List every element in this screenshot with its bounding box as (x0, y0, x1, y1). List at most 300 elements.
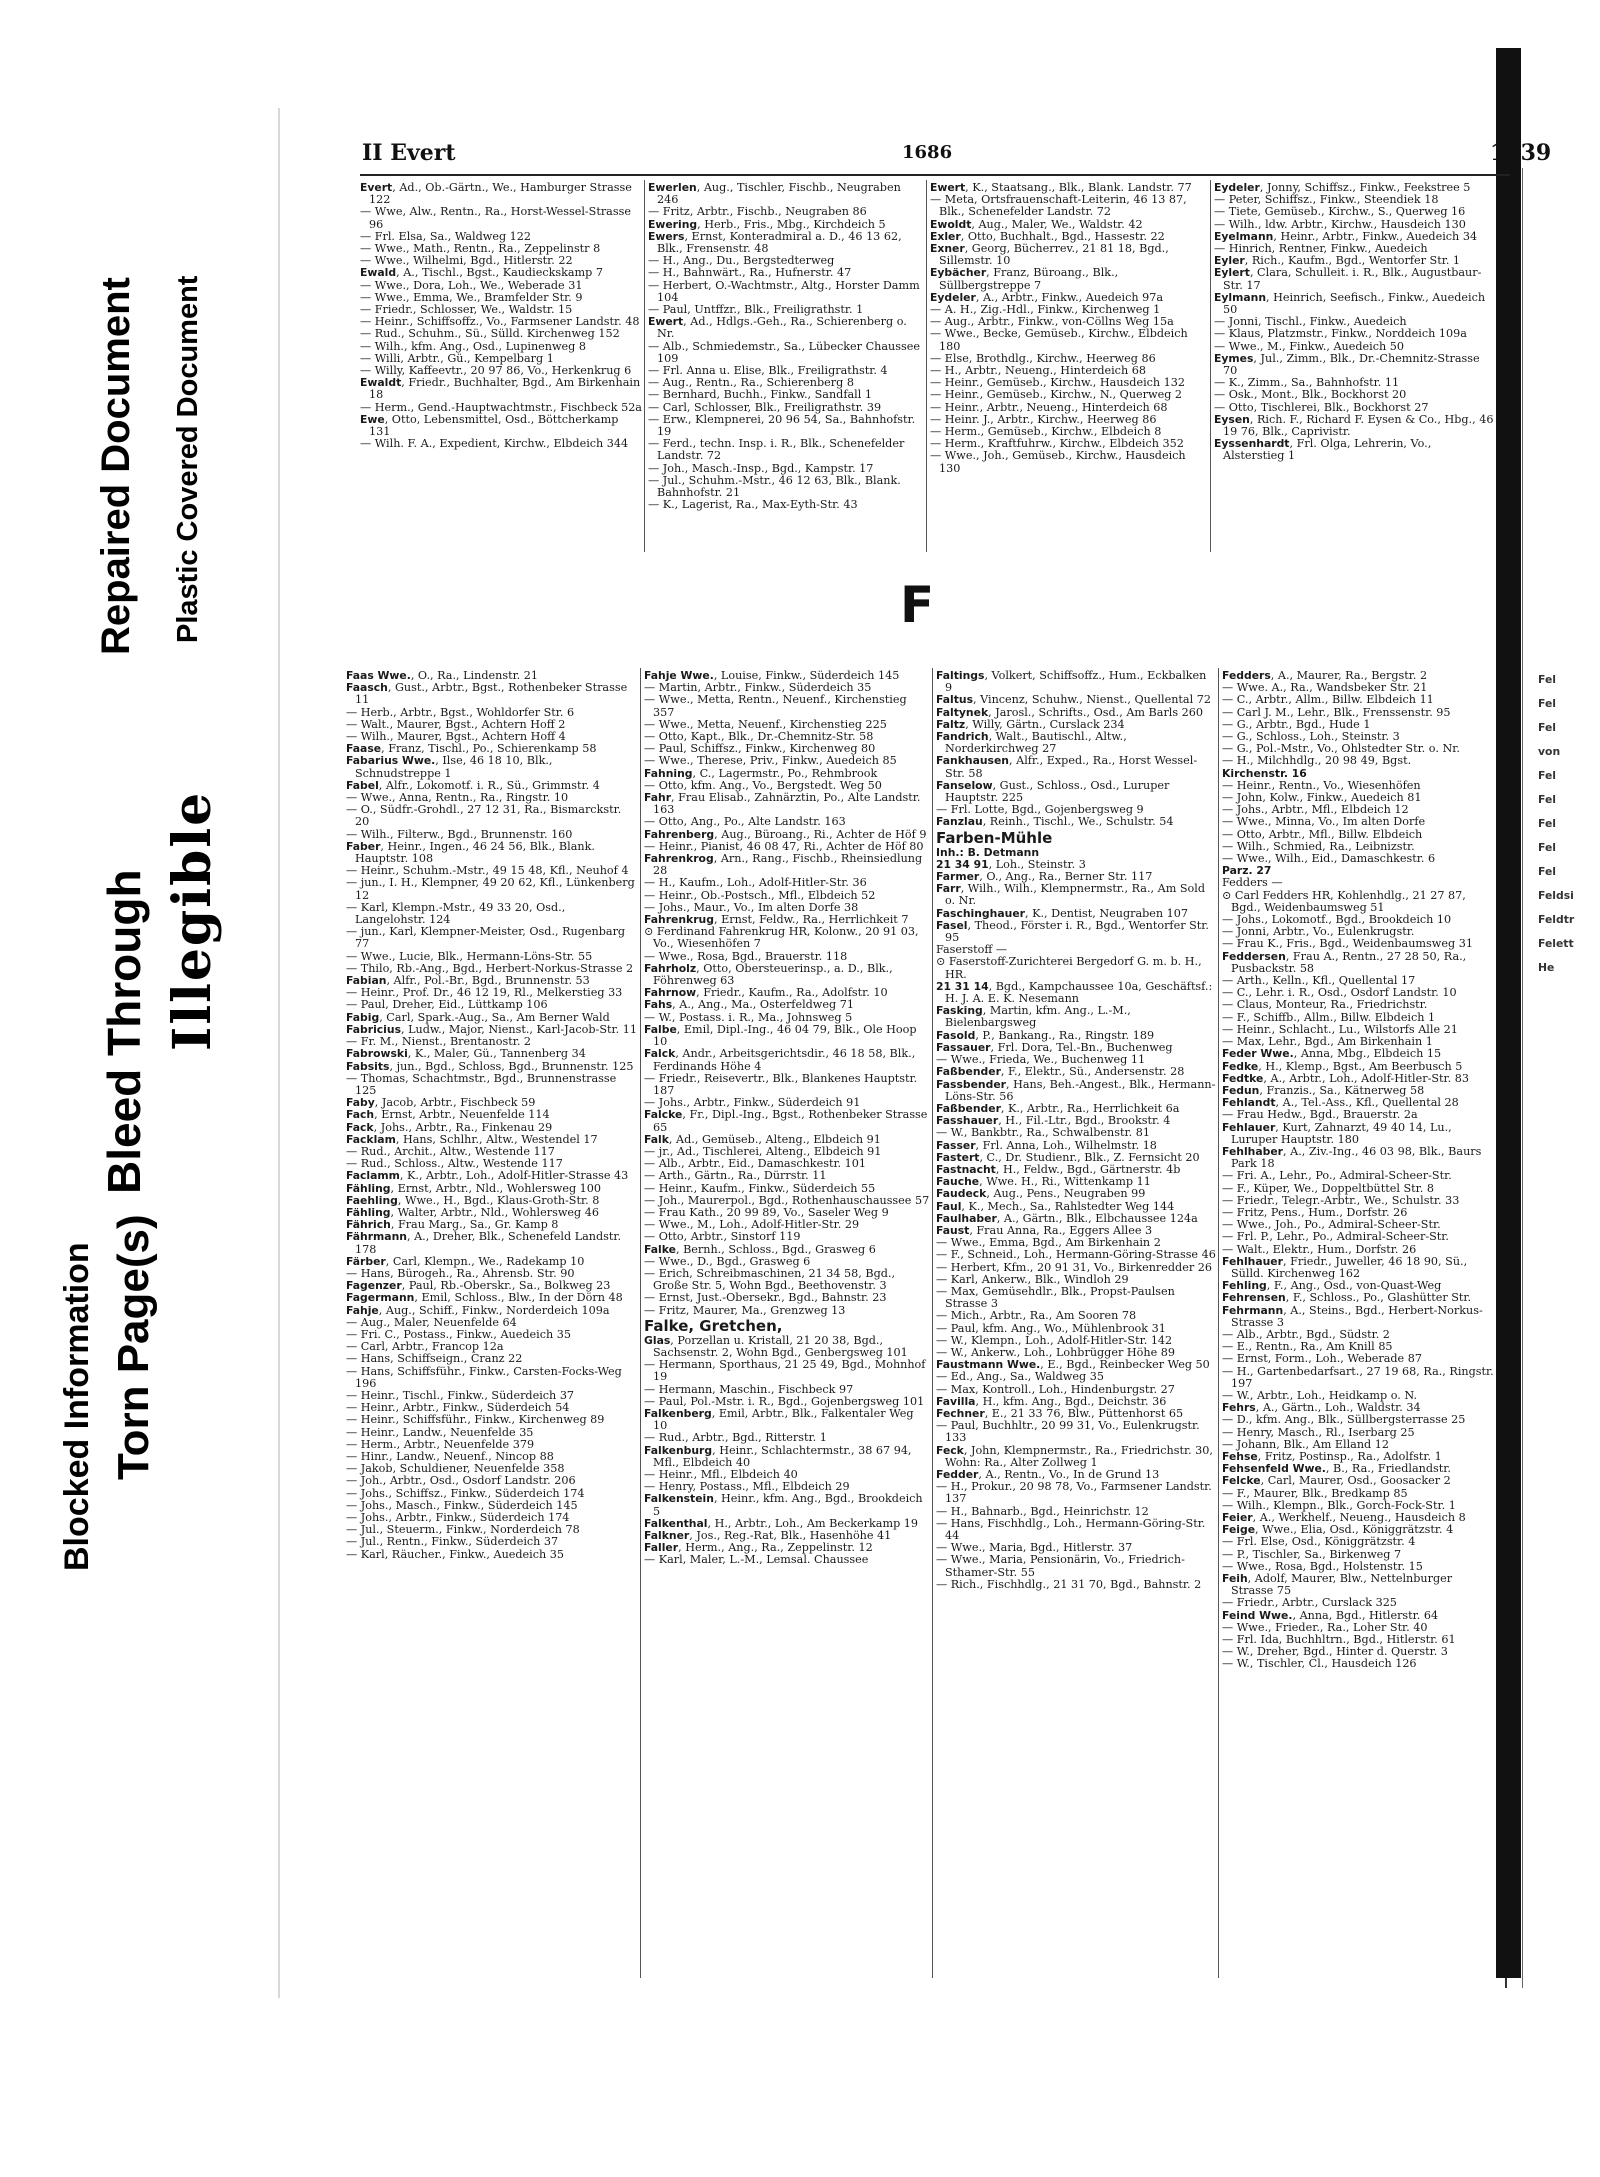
directory-entry: — Frl. Lotte, Bgd., Gojenbergsweg 9 (936, 803, 1144, 817)
directory-entry: Fauche, Wwe. H., Ri., Wittenkamp 11 (936, 1175, 1151, 1189)
page-number: 1686 (902, 142, 953, 163)
directory-entry: — Friedr., Schlosser, We., Waldstr. 15 (360, 303, 573, 317)
directory-entry: Falkenberg, Emil, Arbtr., Blk., Falkentaler Weg 10 (644, 1406, 914, 1433)
directory-entry: — Erw., Klempnerei, 20 96 54, Sa., Bahnhofstr. 19 (648, 412, 916, 439)
directory-entry: — Otto, kfm. Ang., Vo., Bergstedt. Weg 50 (644, 778, 882, 792)
directory-entry: Eysen, Rich. F., Richard F. Eysen & Co., Hbg., 46 19 76, Blk., Caprivistr. (1214, 412, 1494, 439)
directory-entry: Faudeck, Aug., Pens., Neugraben 99 (936, 1187, 1146, 1201)
directory-entry: — Willi, Arbtr., Gü., Kempelbarg 1 (360, 351, 554, 365)
directory-entry: — Fritz, Pens., Hum., Dorfstr. 26 (1222, 1205, 1408, 1219)
directory-entry: Fassauer, Frl. Dora, Tel.-Bn., Buchenweg (936, 1040, 1173, 1054)
directory-entry: Ewoldt, Aug., Maler, We., Waldstr. 42 (930, 217, 1143, 231)
directory-entry: — Herm., Arbtr., Neuenfelde 379 (346, 1437, 535, 1451)
directory-entry: Fahje, Aug., Schiff., Finkw., Norderdeich 109a (346, 1303, 610, 1317)
directory-entries (346, 670, 638, 1561)
column-rule (640, 668, 641, 1978)
directory-entry: — Alb., Schmiedemstr., Sa., Lübecker Chaussee 109 (648, 339, 920, 365)
directory-entry: — Wwe., Lucie, Blk., Hermann-Löns-Str. 55 (346, 949, 593, 963)
directory-entry: Fehling, F., Ang., Osd., von-Quast-Weg (1222, 1279, 1442, 1293)
page-edge-line (1522, 168, 1523, 1988)
directory-entry: Fel (1538, 865, 1556, 878)
directory-entry: Faschinghauer, K., Dentist, Neugraben 107 (936, 906, 1189, 920)
directory-entry: — Hans, Bürogeh., Ra., Ahrensb. Str. 90 (346, 1266, 575, 1280)
label-bleed-through: Bleed Through (98, 869, 150, 1194)
directory-entry: Eyssenhardt, Frl. Olga, Lehrerin, Vo., Alsterstieg 1 (1214, 437, 1432, 463)
directory-entry: — Wilh., Filterw., Bgd., Brunnenstr. 160 (346, 827, 573, 841)
directory-entry: Faltus, Vincenz, Schuhw., Nienst., Quellental 72 (936, 693, 1211, 707)
directory-entry: — Fri. C., Postass., Finkw., Auedeich 35 (346, 1327, 572, 1341)
directory-entry: — Wwe., Frieda, We., Buchenweg 11 (936, 1053, 1146, 1067)
directory-entry: Favilla, H., kfm. Ang., Bgd., Deichstr. 36 (936, 1394, 1167, 1408)
directory-entry: Fedtke, A., Arbtr., Loh., Adolf-Hitler-Str. 83 (1222, 1071, 1470, 1085)
column-rule (1210, 180, 1211, 552)
directory-entry: — Max, Kontroll., Loh., Hindenburgstr. 27 (936, 1382, 1175, 1396)
directory-entry: Feck, John, Klempnermstr., Ra., Friedrichstr. 30, Wohn: Ra., Alter Zollweg 1 (936, 1443, 1213, 1469)
directory-entry: — K., Lagerist, Ra., Max-Eyth-Str. 43 (648, 498, 858, 512)
directory-entry: Falkenburg, Heinr., Schlachtermstr., 38 67 94, Mfl., Elbdeich 40 (644, 1443, 912, 1469)
directory-entry: Falbe, Emil, Dipl.-Ing., 46 04 79, Blk., Ole Hoop 10 (644, 1022, 917, 1049)
directory-entry: — Joh., Maurerpol., Bgd., Rothenhauschaussee 57 (644, 1193, 930, 1207)
directory-entry: — Tiete, Gemüseb., Kirchw., S., Querweg 16 (1214, 205, 1466, 219)
directory-entry: — Heinr., Mfl., Elbdeich 40 (644, 1468, 798, 1481)
section-letter: F (900, 576, 935, 634)
directory-entry: Feih, Adolf, Maurer, Blw., Nettelnburger Strasse 75 (1222, 1572, 1453, 1598)
directory-entry: — H., Kaufm., Loh., Adolf-Hitler-Str. 36 (644, 876, 867, 890)
directory-entry: — Rud., Arbtr., Bgd., Ritterstr. 1 (644, 1431, 827, 1445)
directory-entry: Fasel, Theod., Förster i. R., Bgd., Wentorfer Str. 95 (936, 918, 1209, 945)
directory-entry: — Heinr., Schuhm.-Mstr., 49 15 48, Kfl., Neuhof 4 (346, 864, 629, 878)
directory-entry: — Wwe., Minna, Vo., Im alten Dorfe (1222, 815, 1426, 829)
directory-entry: — Rud., Archit., Altw., Westende 117 (346, 1144, 555, 1158)
directory-entry: — Wilh., Schmied, Ra., Leibnizstr. (1222, 839, 1415, 853)
directory-entry: — Frl. Ida, Buchhltrn., Bgd., Hitlerstr. 61 (1222, 1633, 1456, 1647)
directory-entry: Fagermann, Emil, Schloss., Blw., In der Dörn 48 (346, 1291, 623, 1305)
directory-entry: — Heinr., Landw., Neuenfelde 35 (346, 1425, 534, 1439)
directory-entry: — Wwe., Becke, Gemüseb., Kirchw., Elbdeich 180 (930, 327, 1188, 353)
directory-entry: — W., Arbtr., Loh., Heidkamp o. N. (1222, 1388, 1418, 1402)
directory-entry: Fehlauer, Kurt, Zahnarzt, 49 40 14, Lu., Luruper Hauptstr. 180 (1222, 1120, 1452, 1146)
directory-entry: Fahs, A., Ang., Ma., Osterfeldweg 71 (644, 998, 854, 1012)
directory-entry: Faby, Jacob, Arbtr., Fischbeck 59 (346, 1096, 536, 1110)
directory-entry: Parz. 27 (1222, 864, 1272, 878)
directory-entry: Faßbender, K., Arbtr., Ra., Herrlichkeit 6a (936, 1101, 1180, 1115)
directory-entry: — Wwe., Rosa, Bgd., Holstenstr. 15 (1222, 1559, 1423, 1573)
directory-entry: Eyler, Rich., Kaufm., Bgd., Wentorfer Str. 1 (1214, 254, 1461, 268)
directory-entry: — Johs., Schiffsz., Finkw., Süderdeich 174 (346, 1486, 585, 1500)
bottom-column-1 (346, 670, 638, 1975)
directory-entry: — Karl, Ankerw., Blk., Windloh 29 (936, 1272, 1129, 1286)
directory-entry: Falke, Bernh., Schloss., Bgd., Grasweg 6 (644, 1242, 876, 1256)
directory-entry: Fähling, Walter, Arbtr., Nld., Wohlersweg 46 (346, 1205, 599, 1219)
directory-entry: Fel (1538, 769, 1556, 782)
directory-entry: Fagenzer, Paul, Rb.-Oberskr., Sa., Bolkweg 23 (346, 1279, 611, 1293)
directory-entry: Fel (1538, 697, 1556, 710)
directory-entries (1222, 670, 1494, 1671)
directory-entry: — Paul, Buchhltr., 20 99 31, Vo., Eulenkrugstr. 133 (936, 1419, 1200, 1445)
directory-entry: — K., Zimm., Sa., Bahnhofstr. 11 (1214, 376, 1400, 390)
directory-entry: — Otto, Kapt., Blk., Dr.-Chemnitz-Str. 58 (644, 730, 874, 744)
directory-entry: — Heinr., Arbtr., Finkw., Süderdeich 54 (346, 1401, 570, 1415)
directory-entry: — Karl, Maler, L.-M., Lemsal. Chaussee (644, 1553, 869, 1567)
directory-entry: — W., Ankerw., Loh., Lohbrügger Höhe 89 (936, 1345, 1175, 1359)
directory-entry: Fahrholz, Otto, Obersteuerinsp., a. D., Blk., Föhrenweg 63 (644, 961, 893, 988)
directory-entry: Fehlhauer, Friedr., Juweller, 46 18 90, Sü., Sülld. Kirchenweg 162 (1222, 1254, 1468, 1280)
directory-entry: — Aug., Maler, Neuenfelde 64 (346, 1315, 517, 1329)
directory-entry: — Wwe., Maria, Bgd., Hitlerstr. 37 (936, 1541, 1133, 1555)
directory-entry: Faase, Franz, Tischl., Po., Schierenkamp 58 (346, 742, 597, 756)
directory-entry: — H., Bahnarb., Bgd., Heinrichstr. 12 (936, 1504, 1149, 1518)
directory-entry: Faltz, Willy, Gärtn., Curslack 234 (936, 717, 1125, 731)
directory-entry: — Erich, Schreibmaschinen, 21 34 58, Bgd., Große Str. 5, Wohn Bgd., Beethovenstr. 3 (644, 1266, 896, 1293)
directory-entry: — Johann, Blk., Am Elland 12 (1222, 1437, 1390, 1451)
directory-entry: — Peter, Schiffsz., Finkw., Steendiek 18 (1214, 193, 1439, 207)
directory-entry: — Wilh., ldw. Arbtr., Kirchw., Hausdeich 130 (1214, 217, 1466, 231)
directory-entry: — Fr. M., Nienst., Brentanostr. 2 (346, 1035, 532, 1049)
directory-entry: — Martin, Arbtr., Finkw., Süderdeich 35 (644, 681, 872, 695)
directory-entry: Fahrenkrog, Arn., Rang., Fischb., Rheinsiedlung 28 (644, 852, 923, 878)
directory-entry: Faul, K., Mech., Sa., Rahlstedter Weg 144 (936, 1199, 1175, 1213)
directory-entry: Ewers, Ernst, Konteradmiral a. D., 46 13 62, Blk., Frensenstr. 48 (648, 229, 902, 256)
directory-entry: — Fritz, Arbtr., Fischb., Neugraben 86 (648, 205, 867, 219)
directory-entry: — W., Tischler, Cl., Hausdeich 126 (1222, 1657, 1417, 1671)
directory-entry: Faserstoff — (936, 943, 1008, 957)
directory-entry: Felcke, Carl, Maurer, Osd., Goosacker 2 (1222, 1474, 1451, 1488)
directory-entry: — Wwe. A., Ra., Wandsbeker Str. 21 (1222, 681, 1428, 695)
directory-entry: — Otto, Arbtr., Mfl., Billw. Elbdeich (1222, 827, 1423, 841)
directory-entry: Fechner, E., 21 33 76, Blw., Püttenhorst 65 (936, 1406, 1184, 1420)
directory-entry: Eylert, Clara, Schulleit. i. R., Blk., Augustbaur-Str. 17 (1214, 266, 1482, 292)
directory-entry: Faller, Herm., Ang., Ra., Zeppelinstr. 12 (644, 1541, 873, 1555)
directory-entry: — Klaus, Platzmstr., Finkw., Norddeich 109a (1214, 327, 1467, 341)
directory-entry: — Heinr., Gemüseb., Kirchw., N., Querweg 2 (930, 388, 1183, 402)
directory-entry: — Johs., Lokomotf., Bgd., Brookdeich 10 (1222, 913, 1452, 927)
directory-entry: Faasch, Gust., Arbtr., Bgst., Rothenbeker Strasse 11 (346, 681, 628, 707)
directory-entry: — Wwe., Dora, Loh., We., Weberade 31 (360, 278, 583, 292)
label-repaired-document: Repaired Document (94, 277, 138, 655)
directory-entry: — Heinr., Pianist, 46 08 47, Ri., Achter de Höf 80 (644, 839, 924, 853)
directory-entry: — H., Milchhdlg., 20 98 49, Bgst. (1222, 754, 1412, 768)
directory-entries (648, 182, 924, 511)
column-rule (932, 668, 933, 1978)
directory-entry: — H., Bahnwärt., Ra., Hufnerstr. 47 (648, 266, 852, 280)
directory-entry: Fasold, P., Bankang., Ra., Ringstr. 189 (936, 1028, 1155, 1042)
directory-entry: Eylmann, Heinrich, Seefisch., Finkw., Auedeich 50 (1214, 290, 1486, 317)
directory-entry: — Willy, Kaffeevtr., 20 97 86, Vo., Herkenkrug 6 (360, 364, 632, 378)
directory-entry: — H., Ang., Du., Bergstedterweg (648, 254, 835, 268)
directory-entry: — Wwe., Metta, Neuenf., Kirchenstieg 225 (644, 717, 887, 731)
directory-entry: Fel (1538, 793, 1556, 806)
directory-entry: Ewert, Ad., Hdlgs.-Geh., Ra., Schierenberg o. Nr. (648, 315, 907, 341)
directory-entry: — Thilo, Rb.-Ang., Bgd., Herbert-Norkus-Strasse 2 (346, 961, 634, 975)
adjacent-page-fragments (1538, 668, 1578, 1968)
page-header (362, 140, 1600, 170)
directory-entry: — Karl, Räucher., Finkw., Auedeich 35 (346, 1547, 565, 1561)
directory-entry: — Wwe., Math., Rentn., Ra., Zeppelinstr 8 (360, 242, 601, 256)
directory-entry: Fahrenkrug, Ernst, Feldw., Ra., Herrlichkeit 7 (644, 913, 909, 927)
directory-entry: Farmer, O., Ang., Ra., Berner Str. 117 (936, 870, 1153, 884)
directory-entry: — Max, Lehr., Bgd., Am Birkenhain 1 (1222, 1035, 1433, 1049)
directory-entry: Faclamm, K., Arbtr., Loh., Adolf-Hitler-Strasse 43 (346, 1169, 629, 1183)
directory-entry: — F., Küper, We., Doppeltbüttel Str. 8 (1222, 1181, 1434, 1195)
directory-entry: — Fri. A., Lehr., Po., Admiral-Scheer-Str. (1222, 1169, 1452, 1183)
directory-entry: — Hans, Schiffseign., Cranz 22 (346, 1352, 523, 1366)
directory-entry: — Johs., Arbtr., Finkw., Süderdeich 174 (346, 1511, 570, 1525)
directory-entry: — Carl, Arbtr., Francop 12a (346, 1340, 504, 1354)
directory-entry: Farben-Mühle (936, 828, 1053, 847)
directory-entry: — Max, Gemüsehdlr., Blk., Propst-Paulsen Strasse 3 (936, 1284, 1175, 1311)
directory-entry: Fahning, C., Lagermstr., Po., Rehmbrook (644, 766, 878, 780)
directory-entry: — Jul., Steuerm., Finkw., Norderdeich 78 (346, 1523, 580, 1537)
directory-entry: — P., Tischler, Sa., Birkenweg 7 (1222, 1547, 1402, 1561)
directory-entry: Ewaldt, Friedr., Buchhalter, Bgd., Am Birkenhain 18 (360, 376, 641, 402)
label-plastic-covered-document: Plastic Covered Document (172, 275, 204, 643)
directory-entry: — Wilh. F. A., Expedient, Kirchw., Elbdeich 344 (360, 437, 629, 451)
directory-entry: 21 34 91, Loh., Steinstr. 3 (936, 857, 1086, 871)
directory-entry: Faltings, Volkert, Schiffsoffz., Hum., Eckbalken 9 (936, 670, 1207, 695)
directory-entry: — Alb., Arbtr., Bgd., Südstr. 2 (1222, 1327, 1390, 1341)
directory-entry: Faust, Frau Anna, Ra., Eggers Allee 3 (936, 1223, 1153, 1237)
directory-entry: Fehlandt, A., Tel.-Ass., Kfl., Quellental 28 (1222, 1096, 1459, 1110)
directory-entry: — Mich., Arbtr., Ra., Am Sooren 78 (936, 1309, 1137, 1323)
directory-entry: — Heinr. J., Arbtr., Kirchw., Heerweg 86 (930, 412, 1157, 426)
directory-entry: He (1538, 961, 1555, 974)
directory-entry: Facklam, Hans, Schlhr., Altw., Westendel 17 (346, 1132, 598, 1146)
directory-entry: — Aug., Arbtr., Finkw., von-Cöllns Weg 15a (930, 315, 1174, 329)
directory-entry: — W., Dreher, Bgd., Hinter d. Querstr. 3 (1222, 1645, 1448, 1659)
bottom-column-2 (644, 670, 930, 1975)
directory-entry: — Jakob, Schuldiener, Neuenfelde 358 (346, 1462, 565, 1476)
directory-entry: Fehrensen, F., Schloss., Po., Glashütter Str. (1222, 1291, 1472, 1305)
directory-entry: — C., Lehr. i. R., Osd., Osdorf Landstr. 10 (1222, 986, 1457, 1000)
directory-entry: — Osk., Mont., Blk., Bockhorst 20 (1214, 388, 1407, 402)
directory-entry: — Wwe., Joh., Po., Admiral-Scheer-Str. (1222, 1218, 1441, 1232)
directory-entry: — Wilh., kfm. Ang., Osd., Lupinenweg 8 (360, 339, 587, 353)
directory-entry: — Thomas, Schachtmstr., Bgd., Brunnenstrasse 125 (346, 1071, 617, 1097)
directory-entry: Färber, Carl, Klempn., We., Radekamp 10 (346, 1254, 585, 1268)
header-year: 1939 (1490, 140, 1552, 166)
directory-entry: — Wwe., Rosa, Bgd., Brauerstr. 118 (644, 949, 848, 963)
directory-entry: — E., Rentn., Ra., Am Knill 85 (1222, 1340, 1393, 1354)
directory-entry: Fabarius Wwe., Ilse, 46 18 10, Blk., Schnudstreppe 1 (346, 754, 553, 780)
directory-entry: — Heinr., Schlacht., Lu., Wilstorfs Alle 21 (1222, 1022, 1458, 1036)
directory-entry: Fach, Ernst, Arbtr., Neuenfelde 114 (346, 1108, 550, 1122)
directory-entry: — jr., Ad., Tischlerei, Alteng., Elbdeich 91 (644, 1144, 882, 1158)
directory-entry: — Heinr., Tischl., Finkw., Süderdeich 37 (346, 1388, 575, 1402)
directory-entry: Falkner, Jos., Reg.-Rat, Blk., Hasenhöhe 41 (644, 1529, 892, 1543)
fragment-entries (1538, 668, 1578, 980)
directory-entry: — Karl, Klempn.-Mstr., 49 33 20, Osd., Langelohstr. 124 (346, 900, 566, 927)
directory-entry: Falcke, Fr., Dipl.-Ing., Bgst., Rothenbeker Strasse 65 (644, 1108, 928, 1134)
directory-entry: — Wilh., Klempn., Blk., Gorch-Fock-Str. 1 (1222, 1498, 1456, 1512)
directory-entry: Faltynek, Jarosl., Schrifts., Osd., Am Barls 260 (936, 705, 1204, 719)
directory-entry: Faßbender, F., Elektr., Sü., Andersenstr. 28 (936, 1065, 1185, 1079)
directory-entry: Ewering, Herb., Fris., Mbg., Kirchdeich 5 (648, 217, 886, 231)
directory-entry: Glas, Porzellan u. Kristall, 21 20 38, Bgd., Sachsenstr. 2, Wohn Bgd., Genbergsweg 101 (644, 1333, 908, 1359)
top-column-1 (360, 182, 642, 552)
directory-entry: Farr, Wilh., Wilh., Klempnermstr., Ra., Am Sold o. Nr. (936, 882, 1205, 908)
directory-entry: — Jonni, Tischl., Finkw., Auedeich (1214, 315, 1407, 329)
directory-entry: Ewerlen, Aug., Tischler, Fischb., Neugraben 246 (648, 182, 901, 207)
directory-entry: Fahrnow, Friedr., Kaufm., Ra., Adolfstr. 10 (644, 986, 888, 1000)
directory-entry: — Heinr., Arbtr., Neueng., Hinterdeich 68 (930, 400, 1168, 414)
directory-entry: — Otto, Arbtr., Sinstorf 119 (644, 1230, 801, 1244)
label-torn-pages: Torn Page(s) (109, 1214, 158, 1480)
directory-entry: Fankhausen, Alfr., Exped., Ra., Horst Wessel-Str. 58 (936, 754, 1198, 780)
directory-entry: — Johs., Arbtr., Finkw., Süderdeich 91 (644, 1096, 861, 1110)
directory-entry: Exler, Otto, Buchhalt., Bgd., Hassestr. 22 (930, 229, 1165, 243)
directory-entry: — Jul., Rentn., Finkw., Süderdeich 37 (346, 1535, 559, 1549)
label-blocked-information: Blocked Information (58, 1242, 96, 1571)
directory-entry: Fasking, Martin, kfm. Ang., L.-M., Bielenbargsweg (936, 1004, 1131, 1030)
directory-entry: Fahje Wwe., Louise, Finkw., Süderdeich 145 (644, 670, 900, 682)
directory-entry: — Ferd., techn. Insp. i. R., Blk., Schenefelder Landstr. 72 (648, 437, 905, 463)
directory-entry: Fel (1538, 841, 1556, 854)
directory-entry: — O., Südfr.-Grohdl., 27 12 31, Ra., Bismarckstr. 20 (346, 803, 622, 829)
directory-entry: Fel (1538, 721, 1556, 734)
directory-entry: — Carl J. M., Lehr., Blk., Frenssenstr. 95 (1222, 705, 1451, 719)
directory-entry: Feind Wwe., Anna, Bgd., Hitlerstr. 64 (1222, 1608, 1439, 1622)
directory-entries (930, 182, 1208, 475)
directory-entry: — Herb., Arbtr., Bgst., Wohldorfer Str. 6 (346, 705, 575, 719)
directory-entry: Fehrs, A., Gärtn., Loh., Waldstr. 34 (1222, 1401, 1421, 1415)
directory-entry: Fanselow, Gust., Schloss., Osd., Luruper Hauptstr. 225 (936, 778, 1170, 805)
directory-entry: Fabricius, Ludw., Major, Nienst., Karl-Jacob-Str. 11 (346, 1022, 637, 1036)
directory-entry: Evert, Ad., Ob.-Gärtn., We., Hamburger Strasse 122 (360, 182, 632, 207)
directory-entry: — Ernst, Form., Loh., Weberade 87 (1222, 1352, 1422, 1366)
directory-entry: Fedun, Franzis., Sa., Kätnerweg 58 (1222, 1083, 1425, 1097)
directory-entry: Feddersen, Frau A., Rentn., 27 28 50, Ra., Pusbackstr. 58 (1222, 949, 1467, 975)
directory-entry: — D., kfm. Ang., Blk., Süllbergsterrasse 25 (1222, 1413, 1466, 1427)
bottom-column-3 (936, 670, 1216, 1975)
directory-entry: — Wwe., Anna, Rentn., Ra., Ringstr. 10 (346, 791, 569, 805)
directory-entry: Fehse, Fritz, Postinsp., Ra., Adolfstr. 1 (1222, 1450, 1442, 1463)
directory-entry: — Rich., Fischhdlg., 21 31 70, Bgd., Bahnstr. 2 (936, 1577, 1202, 1591)
directory-entry: — Friedr., Telegr.-Arbtr., We., Schulstr. 33 (1222, 1193, 1460, 1207)
directory-entry: — Heinr., Prof. Dr., 46 12 19, Rl., Melkerstieg 33 (346, 986, 623, 1000)
directory-entry: — Frl. Anna u. Elise, Blk., Freiligrathstr. 4 (648, 364, 888, 378)
bottom-column-4 (1222, 670, 1494, 1975)
directory-entry: Fehrmann, A., Steins., Bgd., Herbert-Norkus-Strasse 3 (1222, 1303, 1483, 1329)
directory-entry: — Frl. P., Lehr., Po., Admiral-Scheer-Str. (1222, 1230, 1449, 1244)
directory-entry: Faustmann Wwe., E., Bgd., Reinbecker Weg 50 (936, 1358, 1210, 1372)
directory-entry: Falkenstein, Heinr., kfm. Ang., Bgd., Brookdeich 5 (644, 1492, 923, 1518)
top-column-3 (930, 182, 1208, 552)
directory-entry: — jun., I. H., Klempner, 49 20 62, Kfl., Lünkenberg 12 (346, 876, 635, 902)
directory-entry: — Wwe., M., Finkw., Auedeich 50 (1214, 339, 1405, 353)
directory-entry: — Wwe., Emma, We., Bramfelder Str. 9 (360, 290, 583, 304)
directory-entry: — Jonni, Arbtr., Vo., Eulenkrugstr. (1222, 925, 1415, 939)
directory-entry: Eymes, Jul., Zimm., Blk., Dr.-Chemnitz-Strasse 70 (1214, 351, 1480, 378)
directory-entry: — W., Postass. i. R., Ma., Johnsweg 5 (644, 1010, 853, 1024)
directory-entry: — Walt., Maurer, Bgst., Achtern Hoff 2 (346, 717, 566, 731)
directory-entry: — Arth., Gärtn., Ra., Dürrstr. 11 (644, 1169, 827, 1183)
directory-entry: — Meta, Ortsfrauenschaft-Leiterin, 46 13 87, Blk., Schenefelder Landstr. 72 (930, 193, 1187, 219)
directory-entry: Fabig, Carl, Spark.-Aug., Sa., Am Berner Wald (346, 1010, 610, 1024)
directory-entry: — F., Schiffb., Allm., Billw. Elbdeich 1 (1222, 1010, 1436, 1024)
binding-strip (1496, 48, 1521, 1978)
directory-entry: Fedke, H., Klemp., Bgst., Am Beerbusch 5 (1222, 1059, 1463, 1073)
directory-entry: — Herm., Gend.-Hauptwachtmstr., Fischbeck 52a (360, 400, 642, 414)
directory-entry: — Alb., Arbtr., Eid., Damaschkestr. 101 (644, 1157, 867, 1171)
directory-entries (1214, 182, 1494, 463)
directory-entry: — Wwe., Frieder., Ra., Loher Str. 40 (1222, 1620, 1428, 1634)
directory-entry: Fehsenfeld Wwe., B., Ra., Friedlandstr. (1222, 1462, 1451, 1476)
directory-entry: Falk, Ad., Gemüseb., Alteng., Elbdeich 91 (644, 1132, 881, 1146)
directory-entry: Eydeler, A., Arbtr., Finkw., Auedeich 97a (930, 290, 1163, 304)
directory-entry: — Paul, kfm. Ang., Wo., Mühlenbrook 31 (936, 1321, 1166, 1335)
directory-entry: Fähling, Ernst, Arbtr., Nld., Wohlersweg 100 (346, 1181, 602, 1195)
directory-entry: — Wilh., Maurer, Bgst., Achtern Hoff 4 (346, 730, 566, 744)
directory-entry: — W., Klempn., Loh., Adolf-Hitler-Str. 142 (936, 1333, 1173, 1347)
directory-entry: Ewert, K., Staatsang., Blk., Blank. Landstr. 77 (930, 182, 1192, 194)
directory-entry: — Johs., Masch., Finkw., Süderdeich 145 (346, 1498, 578, 1512)
directory-entry: Fasser, Frl. Anna, Loh., Wilhelmstr. 18 (936, 1138, 1157, 1152)
directory-entry: — Herbert, O.-Wachtmstr., Altg., Horster Damm 104 (648, 278, 920, 304)
directory-entry: ⊙ Carl Fedders HR, Kohlenhdlg., 21 27 87, Bgd., Weidenbaumsweg 51 (1222, 888, 1466, 914)
directory-entry: — Wwe., Metta, Rentn., Neuenf., Kirchenstieg 357 (644, 693, 907, 719)
directory-entry: Fanzlau, Reinh., Tischl., We., Schulstr. 54 (936, 815, 1174, 829)
directory-entry: Felett (1538, 937, 1574, 950)
directory-entry: — Wwe., Maria, Pensionärin, Vo., Friedrich-Sthamer-Str. 55 (936, 1553, 1185, 1579)
directory-entry: — Wwe., D., Bgd., Grasweg 6 (644, 1254, 811, 1268)
directory-entry: — Hans, Fischhdlg., Loh., Hermann-Göring-Str. 44 (936, 1516, 1206, 1543)
directory-entry: — Wwe., M., Loh., Adolf-Hitler-Str. 29 (644, 1218, 860, 1232)
column-rule (1218, 668, 1219, 1978)
top-column-4 (1214, 182, 1494, 552)
directory-entry: — Friedr., Arbtr., Curslack 325 (1222, 1596, 1397, 1610)
header-left: II Evert (362, 140, 456, 166)
directory-entry: Falke, Gretchen, (644, 1316, 783, 1335)
directory-entry: — Heinr., Schiffsführ., Finkw., Kirchenweg 89 (346, 1413, 605, 1427)
directory-entry: Falck, Andr., Arbeitsgerichtsdir., 46 18 58, Blk., Ferdinands Höhe 4 (644, 1047, 916, 1073)
directory-entry: — Otto, Ang., Po., Alte Landstr. 163 (644, 815, 846, 829)
directory-entry: — Wwe., Therese, Priv., Finkw., Auedeich 85 (644, 754, 897, 768)
top-column-2 (648, 182, 924, 552)
directory-entry: — Heinr., Rentn., Vo., Wiesenhöfen (1222, 778, 1421, 792)
directory-entry: Fassbender, Hans, Beh.-Angest., Blk., Hermann-Löns-Str. 56 (936, 1077, 1216, 1103)
directory-entry: — Frau Kath., 20 99 89, Vo., Saseler Weg 9 (644, 1205, 889, 1219)
directory-entry: Feldsi (1538, 889, 1574, 902)
directory-entry: Exner, Georg, Bücherrev., 21 81 18, Bgd., Sillemstr. 10 (930, 242, 1169, 268)
directory-entry: — Herm., Gemüseb., Kirchw., Elbdeich 8 (930, 425, 1162, 439)
directory-entry: 21 31 14, Bgd., Kampchaussee 10a, Geschäftsf.: H. J. A. E. K. Nesemann (936, 979, 1213, 1006)
directory-entry: ⊙ Faserstoff-Zurichterei Bergedorf G. m. b. H., HR. (936, 955, 1202, 981)
directory-entry: — A. H., Zig.-Hdl., Finkw., Kirchenweg 1 (930, 303, 1161, 317)
directory-entries (936, 670, 1216, 1591)
directory-entry: — W., Bankbtr., Ra., Schwalbenstr. 81 (936, 1126, 1150, 1140)
directory-entries (644, 670, 930, 1567)
directory-entry: — Frl. Elsa, Sa., Waldweg 122 (360, 229, 532, 243)
directory-entry: Feldtr (1538, 913, 1575, 926)
directory-entry: — Joh., Arbtr., Osd., Osdorf Landstr. 206 (346, 1474, 576, 1488)
label-illegible: Illegible (162, 790, 223, 1051)
column-rule (644, 180, 645, 552)
directory-entry: — Hermann, Maschin., Fischbeck 97 (644, 1382, 854, 1396)
directory-entry: — G., Pol.-Mstr., Vo., Ohlstedter Str. o. Nr. (1222, 742, 1460, 756)
directory-entry: — Wwe., Emma, Bgd., Am Birkenhain 2 (936, 1236, 1161, 1250)
column-rule (926, 180, 927, 552)
directory-entry: — Frau Hedw., Bgd., Brauerstr. 2a (1222, 1108, 1418, 1122)
directory-entry: — Jul., Schuhm.-Mstr., 46 12 63, Blk., Blank. Bahnhofstr. 21 (648, 473, 901, 500)
directory-entry: Fandrich, Walt., Bautischl., Altw., Norderkirchweg 27 (936, 730, 1127, 756)
directory-entry: von (1538, 745, 1561, 758)
directory-entry: — Henry, Postass., Mfl., Elbdeich 29 (644, 1480, 850, 1494)
directory-entry: Feder Wwe., Anna, Mbg., Elbdeich 15 (1222, 1047, 1442, 1061)
directory-entry: ⊙ Ferdinand Fahrenkrug HR, Kolonw., 20 91 03, Vo., Wiesenhöfen 7 (644, 925, 919, 951)
directory-entry: Inh.: B. Detmann (936, 845, 1040, 859)
directory-entry: — Johs., Arbtr., Mfl., Elbdeich 12 (1222, 803, 1409, 817)
directory-entry: Fedder, A., Rentn., Vo., In de Grund 13 (936, 1468, 1160, 1481)
